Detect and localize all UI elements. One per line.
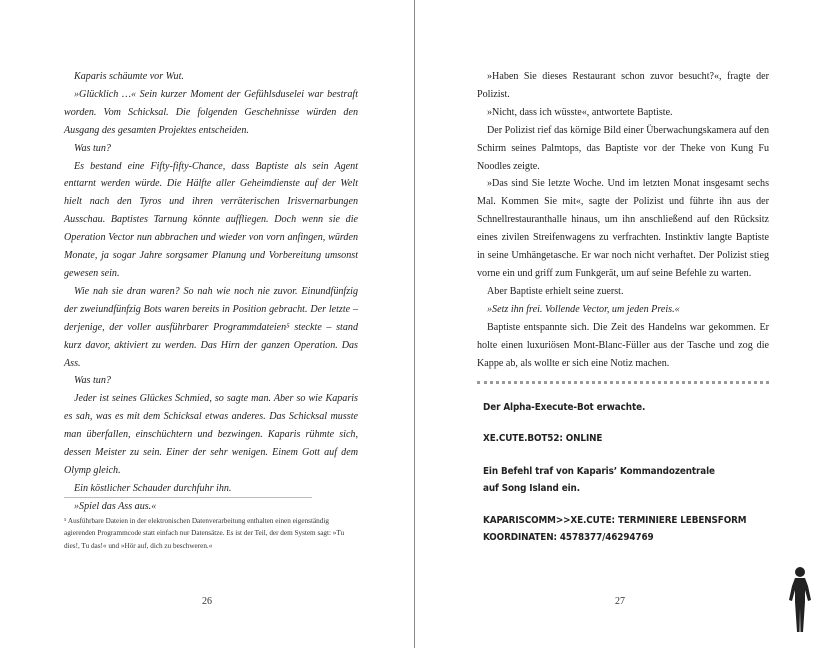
page-number-left: 26 [202, 596, 212, 607]
paragraph: Baptiste entspannte sich. Die Zeit des Handelns war gekommen. Er holte einen luxuriösen Mont-Blanc-Füller aus der Tasche und zog die Kappe ab, als wollte er sich eine Notiz machen. [477, 321, 769, 369]
right-page [415, 0, 833, 648]
paragraph: Der Polizist rief das körnige Bild einer Überwachungskamera auf den Schirm seines Palmtops, das Baptiste vor der Theke von Kung Fu Noodles zeigte. [477, 124, 769, 172]
terminal-line: auf Song Island ein. [483, 483, 580, 494]
paragraph: »Spiel das Ass aus.« [74, 500, 157, 512]
paragraph: Ein köstlicher Schauder durchfuhr ihn. [74, 482, 232, 494]
paragraph: Es bestand eine Fifty-fifty-Chance, dass Baptiste als sein Agent enttarnt werden würde. Die Hälfte aller Geheimdienste auf der Welt hielt nach den Tyros und ihren verräterischen Irisvernarbungen Ausschau. Baptistes Tarnung könnte auffliegen. Doch wenn sie die Operation Vector nun abbrachen und wieder von vorn anfingen, würden Monate, ja sogar Jahre sorgsamer Planung und Vorbereitung umsonst gewesen sein. [64, 160, 358, 279]
paragraph: »Setz ihn frei. Vollende Vector, um jeden Preis.« [487, 303, 680, 315]
paragraph: »Haben Sie dieses Restaurant schon zuvor besucht?«, fragte der Polizist. [477, 71, 769, 100]
paragraph: Kaparis schäumte vor Wut. [74, 71, 184, 82]
terminal-line: Ein Befehl traf von Kaparis’ Kommandozentrale [483, 466, 715, 477]
paragraph: Was tun? [74, 142, 111, 154]
right-text-column [477, 68, 769, 372]
footnote-divider [64, 497, 312, 498]
paragraph: Wie nah sie dran waren? So nah wie noch nie zuvor. Einundfünfzig der zweiundfünfzig Bots waren bereits in Position gebracht. Der letzte – derjenige, der voller ausführbarer Programmdateien⁵ steckte – stand kurz davor, aktiviert zu werden. Das Hirn der ganzen Operation. Das Ass. [64, 285, 358, 369]
paragraph: »Das sind Sie letzte Woche. Und im letzten Monat insgesamt sechs Mal. Kommen Sie mit«, sagte der Polizist und führte ihn aus der Schnellrestauranthalle hinaus, um ihn anschließend auf den Rücksitz eines zivilen Streifenwagens zu verfrachten. Instinktiv langte Baptiste in seine Umhängetasche. Er war noch nicht verhaftet. Der Polizist stieg vorne ein und griff zum Funkgerät, um auf seine Befehle zu warten. [477, 178, 769, 279]
paragraph: Aber Baptiste erhielt seine zuerst. [487, 285, 624, 297]
terminal-line: KAPARISCOMM>>XE.CUTE: TERMINIERE LEBENSFORM [483, 515, 747, 526]
paragraph: »Glücklich …« Sein kurzer Moment der Gefühlsduselei war bestraft worden. Vom Schicksal. Die folgenden Geschehnisse würden den Ausgang des gesamten Projektes entscheiden. [64, 88, 358, 136]
terminal-line: Der Alpha-Execute-Bot erwachte. [483, 402, 646, 413]
page-number-right: 27 [615, 596, 625, 607]
footnote: ⁵ Ausführbare Dateien in der elektronischen Datenverarbeitung enthalten einen eigenständig agierenden Programmcode statt einfach nur Datensätze. Es ist der Teil, der dem System sagt: »Tu dies!, Tu das!« und »Hör auf, dich zu beschweren.« [64, 517, 345, 550]
terminal-line: KOORDINATEN: 4578377/46294769 [483, 532, 654, 543]
paragraph: Jeder ist seines Glückes Schmied, so sagte man. Aber so wie Kaparis es sah, was es mit dem Schicksal etwas anderes. Das Schicksal musste man überfallen, einschüchtern und bezwingen. Kaparis rühmte sich, dessen Meister zu sein. Einer der sehr wenigen. Einem Gott auf dem Olymp gleich. [64, 393, 358, 476]
standing-figure-icon [787, 566, 813, 634]
paragraph: »Nicht, dass ich wüsste«, antwortete Baptiste. [487, 106, 673, 118]
scene-separator [477, 381, 769, 384]
left-text-column [64, 68, 358, 516]
paragraph: Was tun? [74, 375, 111, 387]
terminal-line: XE.CUTE.BOT52: ONLINE [483, 433, 603, 444]
left-page [0, 0, 414, 648]
